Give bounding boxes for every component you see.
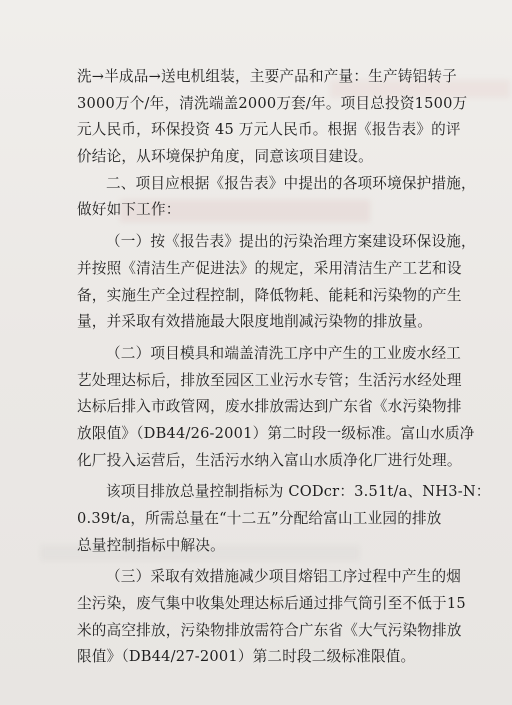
text-line: 限值》（DB44/27-2001）第二时段二级标准限值。 — [77, 648, 416, 666]
text-line: 0.39t/a，所需总量在“十二五”分配给富山工业园的排放 — [77, 510, 442, 527]
text-line: 量，并采取有效措施最大限度地削减污染物的排放量。 — [77, 313, 433, 331]
text-line: 放限值》（DB44/26-2001）第二时段一级标准。富山水质净 — [77, 424, 475, 442]
text-line: 艺处理达标后，排放至园区工业污水专管；生活污水经处理 — [77, 371, 462, 389]
text-line: 米的高空排放，污染物排放需符合广东省《大气污染物排放 — [77, 621, 462, 639]
text-line: 总量控制指标中解决。 — [77, 536, 225, 554]
text-line: 洗→半成品→送电机组装，主要产品和产量：生产铸铝转子 — [77, 68, 457, 85]
text-line: 尘污染，废气集中收集处理达标后通过排气筒引至不低于15 — [77, 595, 466, 613]
text-line: 做好如下工作： — [77, 201, 181, 219]
text-line: 化厂投入运营后，生活污水纳入富山水质净化厂进行处理。 — [77, 451, 462, 469]
document-body — [77, 64, 491, 671]
text-line: （二）项目模具和端盖清洗工序中产生的工业废水经工 — [106, 344, 462, 362]
text-line: 达标后排入市政管网，废水排放需达到广东省《水污染物排 — [77, 398, 462, 416]
text-line: 该项目排放总量控制指标为 CODcr：3.51t/a、NH3-N： — [106, 483, 491, 501]
text-line: 元人民币，环保投资 45 万元人民币。根据《报告表》的评 — [77, 121, 461, 139]
text-line: （三）采取有效措施减少项目熔铝工序过程中产生的烟 — [106, 568, 462, 586]
text-line: 3000万个/年，清洗端盖2000万套/年。项目总投资1500万 — [77, 94, 468, 112]
text-line: 价结论，从环境保护角度，同意该项目建设。 — [77, 148, 373, 166]
text-line: 二、项目应根据《报告表》中提出的各项环境保护措施， — [106, 174, 476, 192]
text-line: 备，实施生产全过程控制，降低物耗、能耗和污染物的产生 — [77, 286, 462, 304]
text-line: （一）按《报告表》提出的污染治理方案建设环保设施， — [106, 233, 476, 251]
text-line: 并按照《清洁生产促进法》的规定，采用清洁生产工艺和设 — [77, 259, 462, 277]
